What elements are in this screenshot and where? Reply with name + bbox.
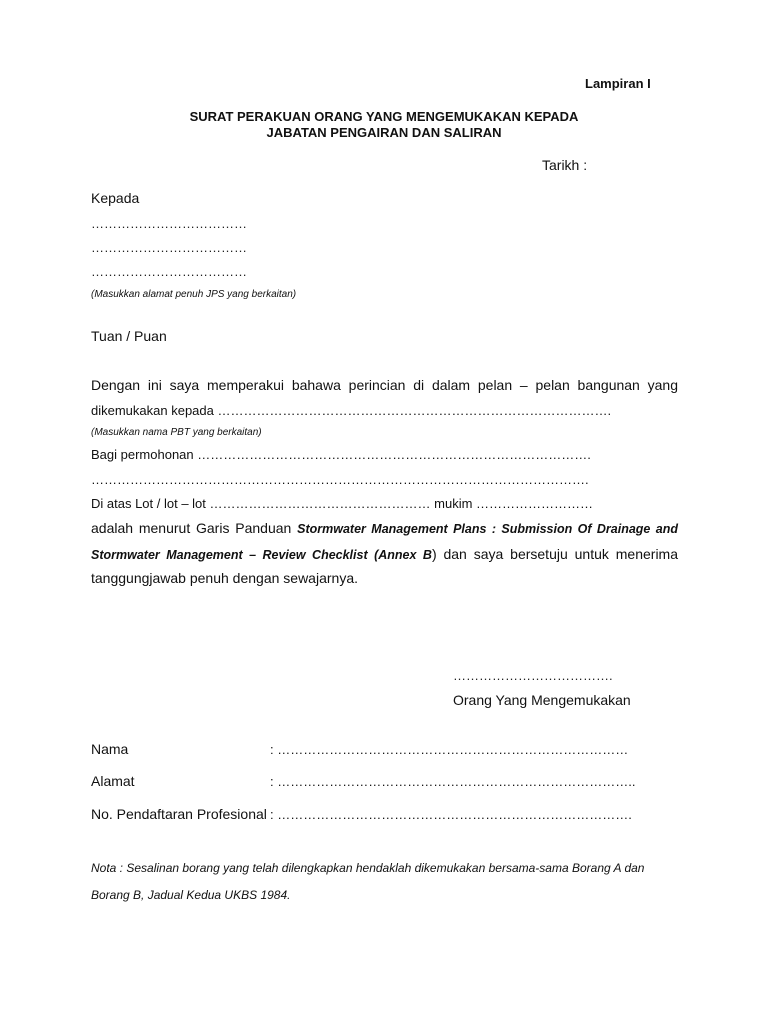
field-address-value: : ……………………………………………………………………….. bbox=[270, 774, 636, 789]
guideline-title-part-2: Stormwater Management – Review Checklist (Annex B bbox=[91, 548, 432, 562]
field-name-value: : ……………………………………………………………………… bbox=[270, 742, 629, 757]
body-line-2: dikemukakan kepada ………………………………………………………………………………. bbox=[91, 403, 612, 418]
mukim-label: mukim bbox=[434, 496, 473, 511]
body-line-8: tanggungjawab penuh dengan sewajarnya. bbox=[91, 570, 358, 586]
signature-label: Orang Yang Mengemukakan bbox=[453, 692, 631, 708]
field-address-label: Alamat bbox=[91, 773, 135, 789]
address-line-1: ……………………………… bbox=[91, 216, 247, 231]
agreement-text: ) dan saya bersetuju untuk menerima bbox=[431, 546, 678, 562]
body-line-3: Bagi permohonan ………………………………………………………………………………. bbox=[91, 447, 591, 462]
field-registration-label: No. Pendaftaran Profesional bbox=[91, 806, 267, 822]
date-label: Tarikh : bbox=[542, 157, 588, 173]
guideline-title-part-1: Stormwater Management Plans : Submission Of Drainage and bbox=[297, 522, 678, 536]
footnote: Nota : Sesalinan borang yang telah dilengkapkan hendaklah dikemukakan bersama-sama Borang A dan Borang B, Jadual Kedua UKBS 1984. bbox=[91, 861, 645, 902]
pbt-note: (Masukkan nama PBT yang berkaitan) bbox=[91, 427, 262, 438]
mukim-dots: ……………………… bbox=[476, 496, 594, 511]
body-line-6 bbox=[91, 519, 678, 538]
address-line-2: ……………………………… bbox=[91, 240, 247, 255]
title-line-2: JABATAN PENGAIRAN DAN SALIRAN bbox=[266, 125, 502, 140]
guideline-intro: adalah menurut Garis Panduan bbox=[91, 520, 292, 536]
greeting: Tuan / Puan bbox=[91, 328, 167, 344]
title-line-1: SURAT PERAKUAN ORANG YANG MENGEMUKAKAN KEPADA bbox=[189, 109, 579, 124]
recipient-label: Kepada bbox=[91, 190, 140, 206]
lot-line bbox=[91, 496, 593, 511]
address-line-3: ……………………………… bbox=[91, 264, 247, 279]
signature-line: ………………………………. bbox=[453, 668, 613, 683]
body-line-7 bbox=[91, 545, 678, 564]
lot-label: Di atas Lot / lot – lot …………………………………………… bbox=[91, 496, 431, 511]
field-registration-value: : ………………………………………………………………………. bbox=[270, 807, 632, 822]
address-note: (Masukkan alamat penuh JPS yang berkaitan) bbox=[91, 289, 297, 300]
appendix-label: Lampiran I bbox=[585, 76, 651, 91]
field-name-label: Nama bbox=[91, 741, 129, 757]
body-line-1: Dengan ini saya memperakui bahawa perincian di dalam pelan – pelan bangunan yang bbox=[91, 377, 678, 393]
body-line-4: ……………………………………………………………………………………………………. bbox=[91, 472, 589, 487]
